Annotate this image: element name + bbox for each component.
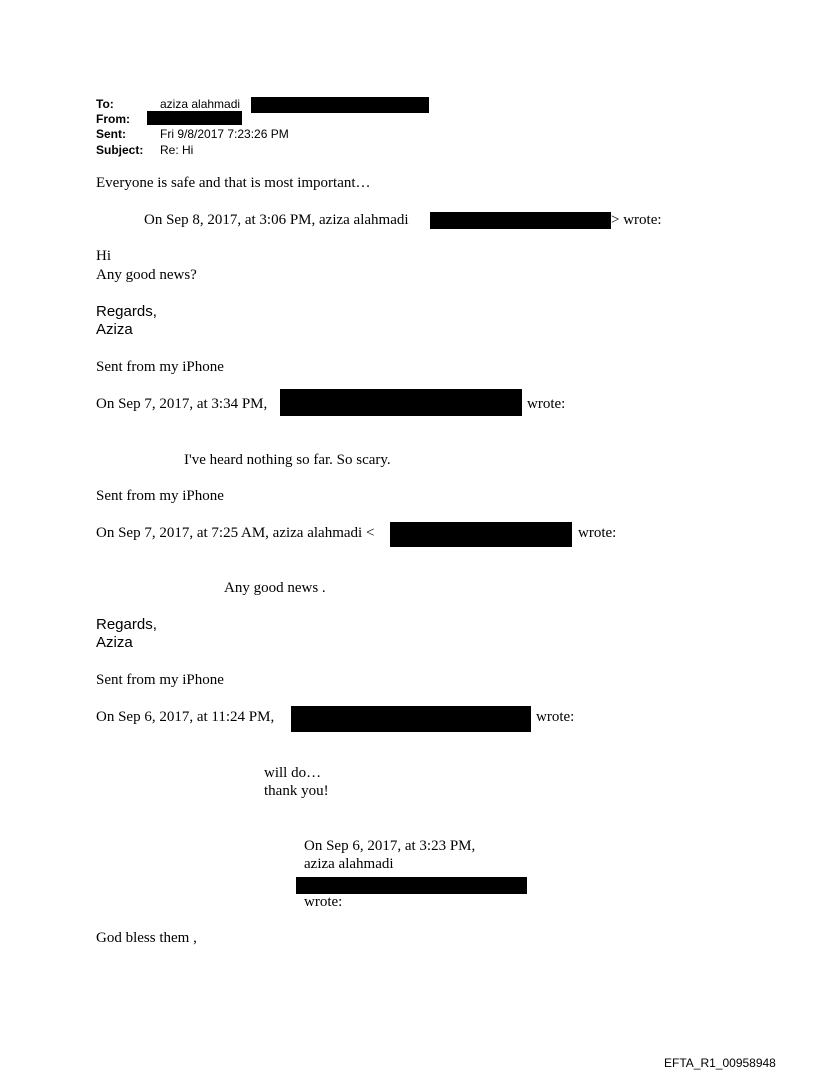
quote-attribution: On Sep 7, 2017, at 7:25 AM, aziza alahmadi < bbox=[96, 525, 375, 541]
sent-label: Sent: bbox=[96, 127, 126, 141]
redaction-box bbox=[291, 706, 531, 732]
message-line: thank you! bbox=[264, 783, 329, 799]
redaction-box bbox=[430, 212, 611, 229]
quote-suffix: wrote: bbox=[527, 396, 566, 412]
quote-suffix: wrote: bbox=[536, 709, 575, 725]
message-line: will do… bbox=[264, 765, 322, 781]
subject-value: Re: Hi bbox=[160, 143, 194, 157]
subject-label: Subject: bbox=[96, 143, 144, 157]
message-line: Any good news? bbox=[96, 267, 197, 283]
to-value: aziza alahmadi bbox=[160, 97, 241, 111]
to-label: To: bbox=[96, 97, 114, 111]
message-line: God bless them , bbox=[96, 930, 197, 946]
quote-suffix: wrote: bbox=[304, 894, 343, 910]
signature-line: Regards, bbox=[96, 303, 157, 320]
signature-name: Aziza bbox=[96, 321, 133, 338]
quote-attribution: On Sep 6, 2017, at 3:23 PM, bbox=[304, 838, 476, 854]
signature-name: Aziza bbox=[96, 634, 133, 651]
message-line: Sent from my iPhone bbox=[96, 672, 224, 688]
redaction-box bbox=[296, 877, 527, 894]
redaction-box bbox=[147, 111, 242, 125]
redaction-box bbox=[251, 97, 429, 113]
quote-attribution: On Sep 7, 2017, at 3:34 PM, bbox=[96, 396, 268, 412]
redaction-box bbox=[390, 522, 572, 547]
message-line: Any good news . bbox=[224, 580, 326, 596]
from-label: From: bbox=[96, 112, 130, 126]
quote-attribution: On Sep 6, 2017, at 11:24 PM, bbox=[96, 709, 275, 725]
quote-suffix: > wrote: bbox=[611, 212, 662, 228]
message-line: Everyone is safe and that is most important… bbox=[96, 175, 371, 191]
message-line: Sent from my iPhone bbox=[96, 359, 224, 375]
message-line: Sent from my iPhone bbox=[96, 488, 224, 504]
signature-line: Regards, bbox=[96, 616, 157, 633]
message-line: Hi bbox=[96, 248, 111, 264]
message-line: I've heard nothing so far. So scary. bbox=[184, 452, 391, 468]
quote-suffix: wrote: bbox=[578, 525, 617, 541]
document-id: EFTA_R1_00958948 bbox=[664, 1056, 776, 1070]
sent-value: Fri 9/8/2017 7:23:26 PM bbox=[160, 127, 289, 141]
redaction-box bbox=[280, 389, 522, 416]
quote-attribution: On Sep 8, 2017, at 3:06 PM, aziza alahmadi bbox=[144, 212, 409, 228]
quote-attribution: aziza alahmadi bbox=[304, 856, 394, 872]
